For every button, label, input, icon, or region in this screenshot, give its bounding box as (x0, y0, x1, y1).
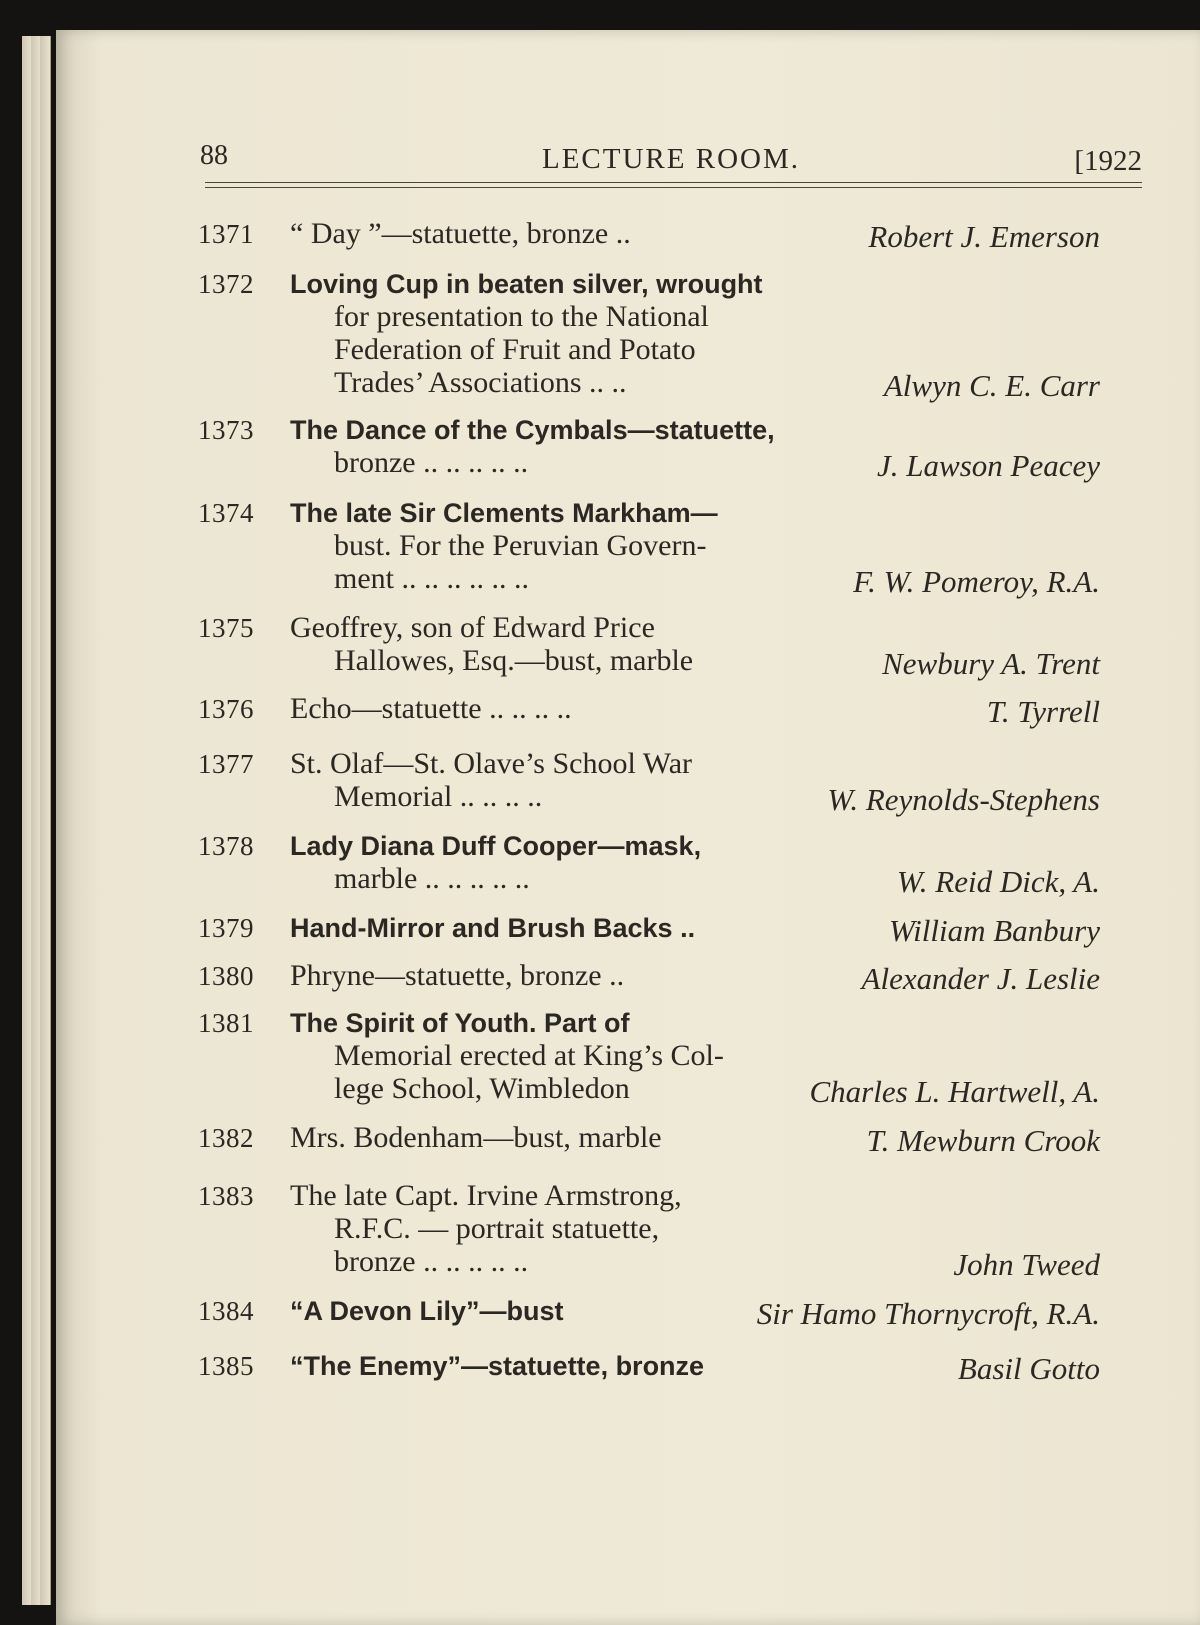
entry-title: Mrs. Bodenham—bust, marble (290, 1121, 662, 1154)
entry-artist: Robert J. Emerson (868, 219, 1100, 254)
entry-artist: William Banbury (889, 913, 1100, 948)
entry-title-continued: bronze .. .. .. .. .. (334, 446, 529, 479)
entry-artist: Basil Gotto (957, 1351, 1100, 1386)
page-title: LECTURE ROOM. (542, 143, 800, 175)
entry-number: 1375 (198, 613, 254, 643)
entry-title-continued: Memorial erected at King’s Col- (334, 1039, 724, 1072)
entry-title: “ Day ”—statuette, bronze .. (290, 217, 631, 250)
page-number: 88 (200, 140, 228, 171)
entry-title: Hand-Mirror and Brush Backs .. (290, 913, 696, 943)
entry-title-continued: Hallowes, Esq.—bust, marble (334, 644, 694, 677)
entry-title: The Dance of the Cymbals—statuette, (290, 415, 775, 445)
entry-number: 1376 (198, 694, 254, 724)
entry-number: 1383 (198, 1181, 254, 1211)
entry-number: 1382 (198, 1123, 254, 1153)
entry-title: The Spirit of Youth. Part of (290, 1008, 630, 1038)
entry-number: 1380 (198, 961, 254, 991)
entry-title-continued: bronze .. .. .. .. .. (334, 1245, 529, 1278)
entry-title-continued: R.F.C. — portrait statuette, (334, 1212, 660, 1245)
entry-title: “A Devon Lily”—bust (290, 1296, 564, 1326)
entry-number: 1385 (198, 1351, 254, 1381)
entry-title-continued: Trades’ Associations .. .. (334, 366, 627, 399)
entry-artist: T. Tyrrell (986, 694, 1100, 729)
entry-artist: Newbury A. Trent (882, 646, 1100, 681)
entry-number: 1372 (198, 269, 254, 299)
entry-number: 1377 (198, 749, 254, 779)
entry-title-continued: bust. For the Peruvian Govern- (334, 529, 707, 562)
entry-title: The late Capt. Irvine Armstrong, (290, 1179, 682, 1212)
entry-artist: Sir Hamo Thornycroft, R.A. (756, 1296, 1100, 1331)
entry-title-continued: Memorial .. .. .. .. (334, 780, 543, 813)
entry-artist: W. Reid Dick, A. (896, 864, 1100, 899)
header-year: [1922 (1074, 145, 1142, 177)
entry-title: Echo—statuette .. .. .. .. (290, 692, 572, 725)
entry-title: Phryne—statuette, bronze .. (290, 959, 625, 992)
entry-artist: T. Mewburn Crook (866, 1123, 1100, 1158)
entry-number: 1379 (198, 913, 254, 943)
entry-artist: Alexander J. Leslie (861, 961, 1100, 996)
entry-number: 1374 (198, 498, 254, 528)
entry-number: 1371 (198, 219, 254, 249)
entry-title-continued: marble .. .. .. .. .. (334, 862, 530, 895)
entry-artist: J. Lawson Peacey (877, 448, 1100, 483)
entry-artist: Charles L. Hartwell, A. (809, 1074, 1100, 1109)
entry-title-continued: ment .. .. .. .. .. .. (334, 562, 529, 595)
entry-artist: W. Reynolds-Stephens (827, 782, 1100, 817)
entry-title-continued: lege School, Wimbledon (334, 1072, 630, 1105)
entry-title-continued: Federation of Fruit and Potato (334, 333, 696, 366)
entry-title: “The Enemy”—statuette, bronze (290, 1351, 705, 1381)
entry-artist: Alwyn C. E. Carr (883, 368, 1100, 403)
entry-artist: John Tweed (953, 1247, 1100, 1282)
entry-title-continued: for presentation to the National (334, 300, 709, 333)
entry-title: Lady Diana Duff Cooper—mask, (290, 831, 702, 861)
entry-number: 1378 (198, 831, 254, 861)
entry-title: Loving Cup in beaten silver, wrought (290, 269, 763, 299)
entry-title: Geoffrey, son of Edward Price (290, 611, 655, 644)
entry-number: 1381 (198, 1008, 254, 1038)
entry-number: 1373 (198, 415, 254, 445)
entry-title: St. Olaf—St. Olave’s School War (290, 747, 692, 780)
entry-number: 1384 (198, 1296, 254, 1326)
entry-artist: F. W. Pomeroy, R.A. (853, 564, 1100, 599)
entry-title: The late Sir Clements Markham— (290, 498, 718, 528)
